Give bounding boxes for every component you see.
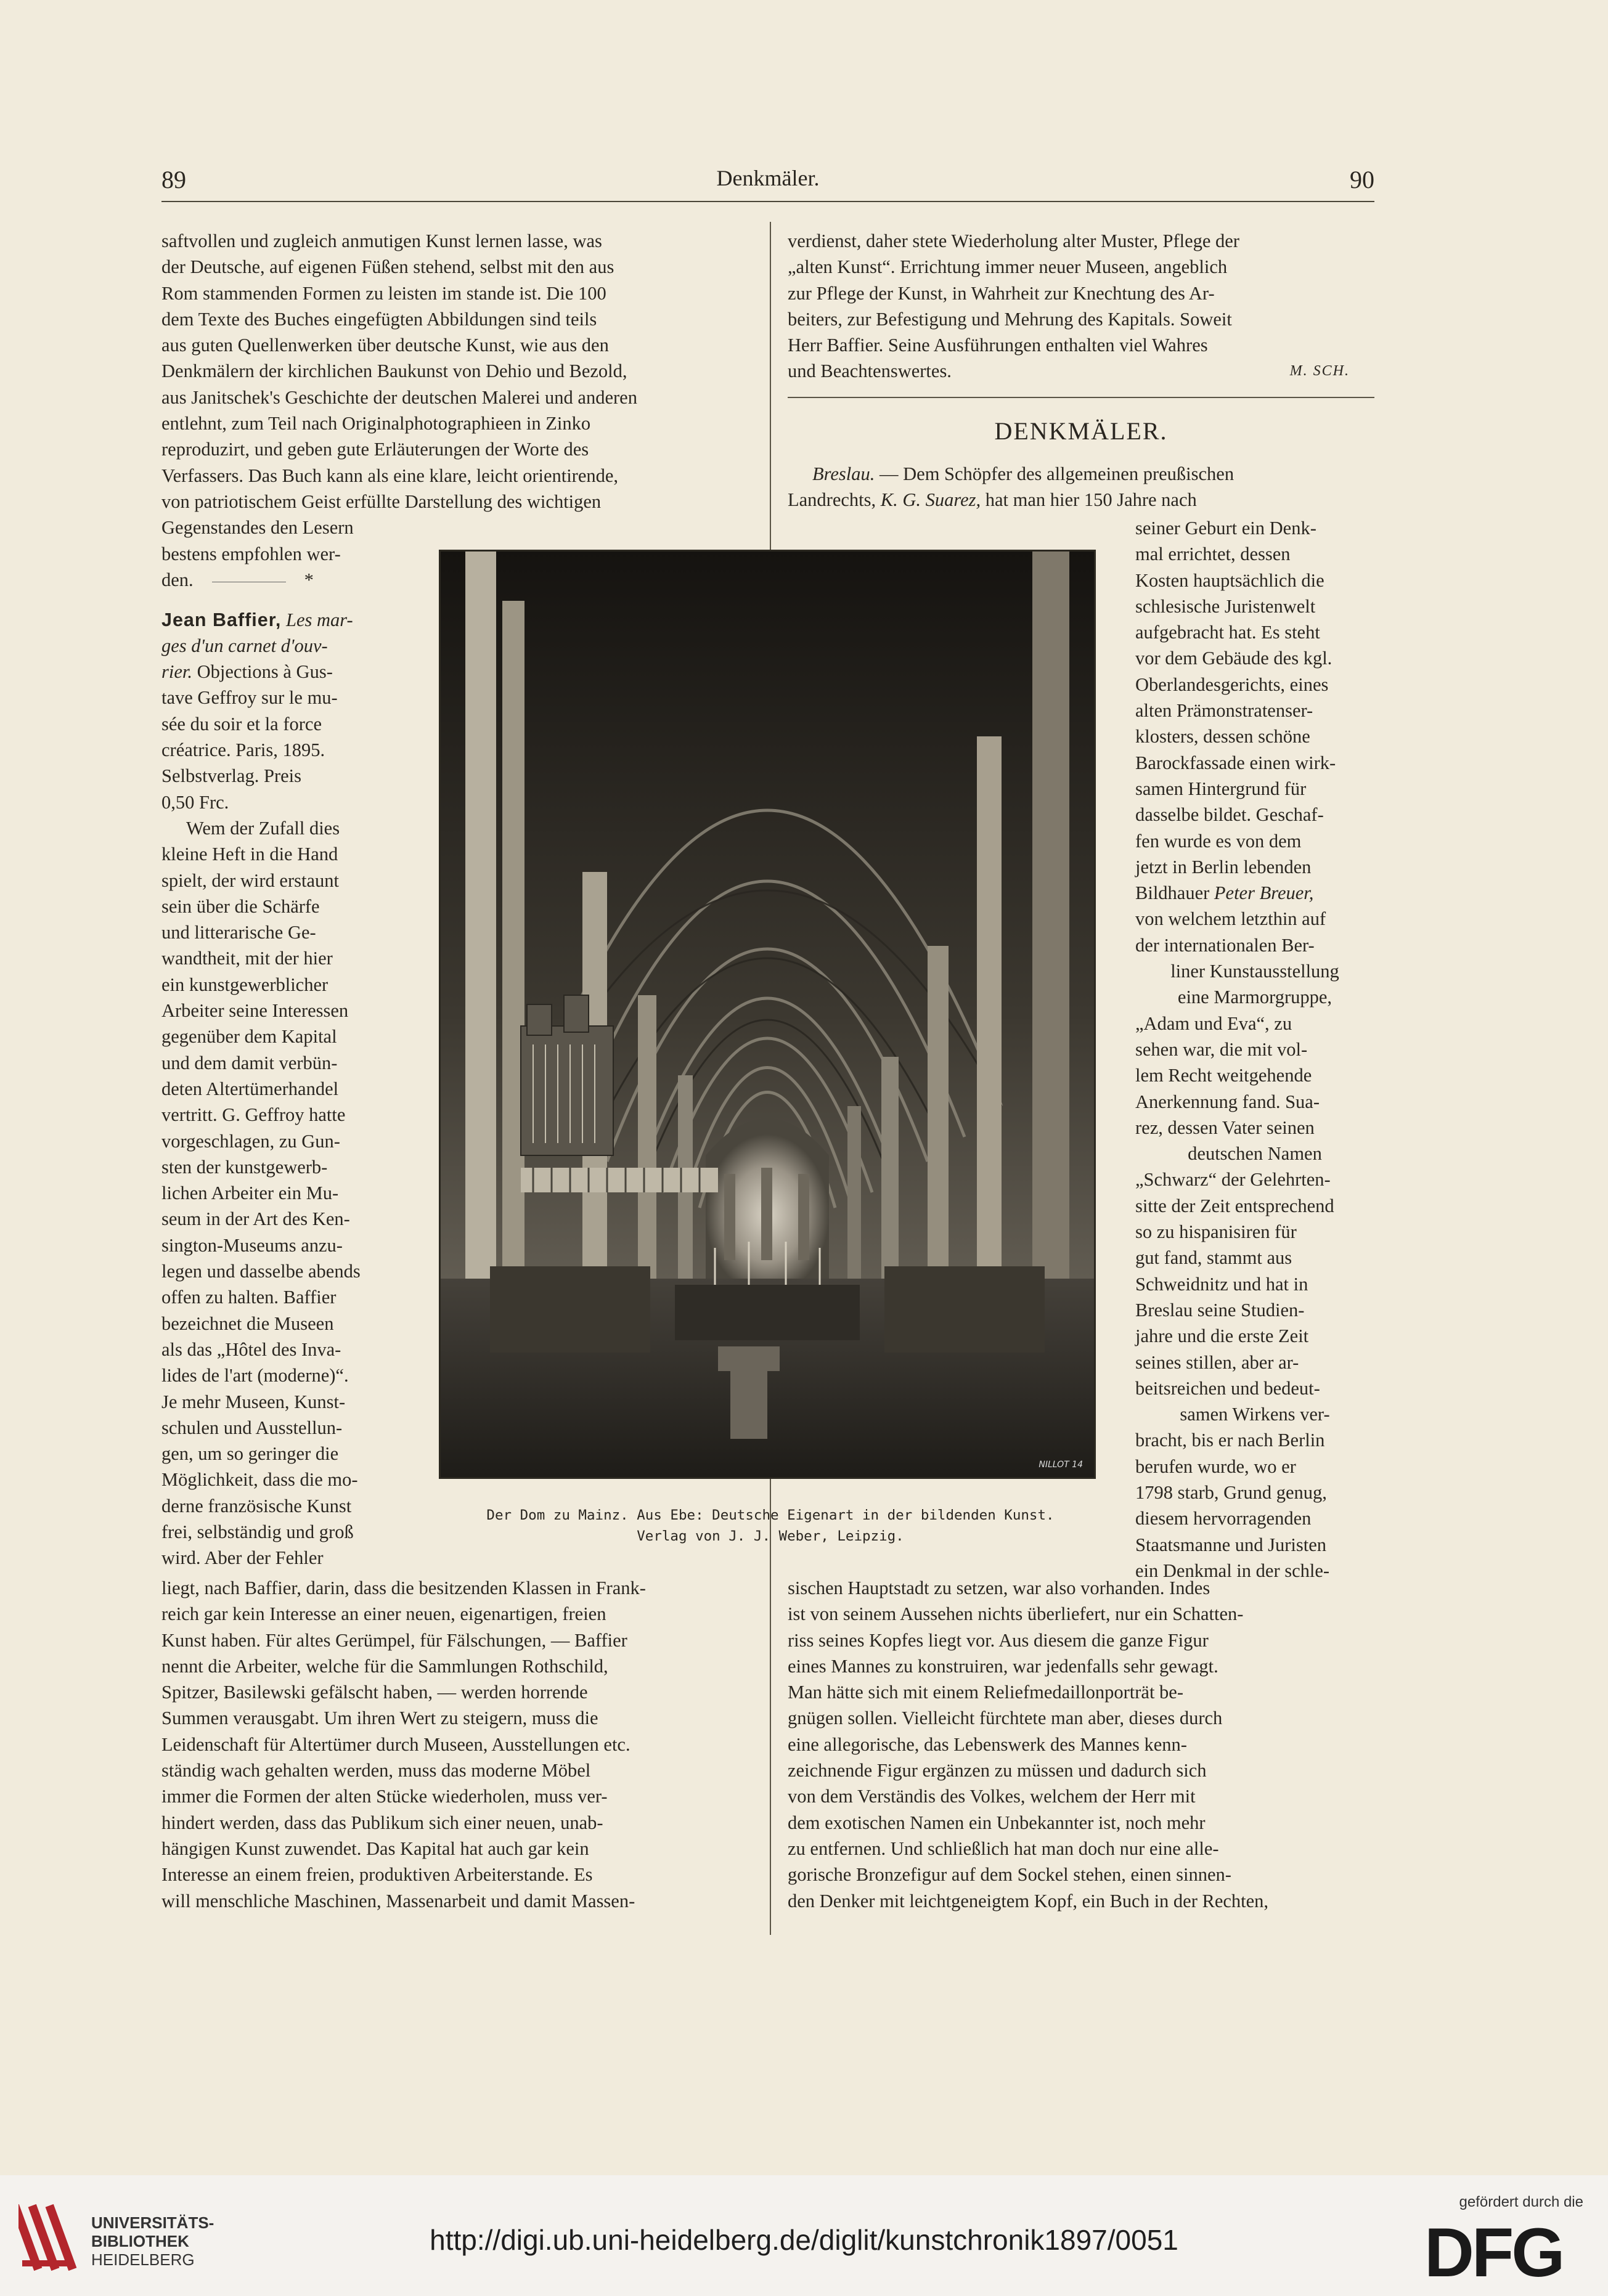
text-line: von dem Verständis des Volkes, welchem der Herr mit [788, 1786, 1196, 1807]
library-name-line: BIBLIOTHEK [91, 2232, 189, 2250]
text-line: diesem hervorragenden [1135, 1508, 1312, 1529]
text-line: offen zu halten. Baffier [161, 1287, 337, 1308]
text-line: liner Kunstausstellung [1170, 961, 1339, 982]
text-line: créatrice. Paris, 1895. [161, 739, 325, 761]
library-name-line: UNIVERSITÄTS- [91, 2213, 214, 2232]
text-line: Staatsmanne und Juristen [1135, 1534, 1327, 1555]
text-line: lem Recht weitgehende [1135, 1065, 1312, 1086]
section-rule [788, 397, 1374, 398]
text-line: sington-Museums anzu- [161, 1234, 343, 1256]
photo-signature: NILLOT 14 [1039, 1460, 1083, 1470]
text-line: saftvollen und zugleich anmutigen Kunst lernen lasse, was [161, 230, 602, 251]
text-line: will menschliche Maschinen, Massenarbeit und damit Massen- [161, 1890, 635, 1911]
permalink-url[interactable]: http://digi.ub.uni-heidelberg.de/diglit/kunstchronik1897/0051 [430, 2224, 1178, 2256]
text-line: Schweidnitz und hat in [1135, 1273, 1308, 1295]
text-line: „Adam und Eva“, zu [1135, 1012, 1292, 1034]
text-span: und Beachtenswertes. [788, 360, 952, 382]
text-line: Leidenschaft für Altertümer durch Museen, Ausstellungen etc. [161, 1733, 631, 1755]
denkmal-intro [788, 461, 1374, 513]
text-span: — Dem Schöpfer des allgemeinen preußischen [880, 463, 1235, 484]
text-line: sein über die Schärfe [161, 895, 320, 917]
text-line: 0,50 Frc. [161, 791, 229, 813]
text-line [788, 358, 1374, 384]
text-line: dem Texte des Buches eingefügten Abbildungen sind teils [161, 308, 597, 330]
digitization-footer [0, 2175, 1608, 2296]
sculptor-name: Peter Breuer, [1214, 882, 1314, 904]
text-span: hat man hier 150 Jahre nach [985, 489, 1197, 511]
text-line: Gegenstandes den Lesern [161, 517, 354, 539]
text-line: reich gar kein Interesse an einer neuen, eigenartigen, freien [161, 1603, 606, 1625]
text-line: berufen wurde, wo er [1135, 1455, 1296, 1477]
text-line: kleine Heft in die Hand [161, 844, 338, 865]
text-line: aufgebracht hat. Es steht [1135, 622, 1320, 643]
text-line [1135, 880, 1374, 906]
text-span: den. [161, 569, 194, 591]
figure-caption [431, 1505, 1109, 1547]
text-line: Barockfassade einen wirk- [1135, 752, 1336, 773]
text-line: nennt die Arbeiter, welche für die Sammlungen Rothschild, [161, 1655, 608, 1677]
text-line: Kunst haben. Für altes Gerümpel, für Fälschungen, — Baffier [161, 1629, 627, 1651]
text-line: Denkmälern der kirchlichen Baukunst von Dehio und Bezold, [161, 360, 627, 382]
text-line: seines stillen, aber ar- [1135, 1351, 1299, 1373]
text-span: Objections à Gus- [197, 661, 333, 683]
text-line: Anerkennung fand. Sua- [1135, 1091, 1320, 1112]
text-line [161, 659, 403, 685]
review-title: rier. [161, 661, 192, 683]
text-line: sischen Hauptstadt zu setzen, war also vorhanden. Indes [788, 1577, 1210, 1598]
caption-line: Der Dom zu Mainz. Aus Ebe: Deutsche Eigenart in der bildenden Kunst. [486, 1507, 1055, 1523]
text-line: eines Mannes zu konstruiren, war jedenfalls sehr gewagt. [788, 1655, 1218, 1677]
text-line: Selbstverlag. Preis [161, 765, 302, 787]
text-line: gnügen sollen. Vielleicht fürchtete man aber, dieses durch [788, 1708, 1223, 1729]
text-line: von welchem letzthin auf [1135, 908, 1326, 930]
text-line: deutschen Namen [1188, 1143, 1322, 1165]
funded-by-label: gefördert durch die [1459, 2194, 1583, 2210]
place-name: Breslau. [812, 463, 875, 484]
text-line: „Schwarz“ der Gelehrten- [1135, 1169, 1331, 1191]
text-line: als das „Hôtel des Inva- [161, 1338, 341, 1360]
text-line: Möglichkeit, dass die mo- [161, 1469, 358, 1491]
text-line: seiner Geburt ein Denk- [1135, 518, 1316, 539]
left-column-top [161, 228, 753, 541]
text-line: legen und dasselbe abends [161, 1261, 361, 1282]
text-line: liegt, nach Baffier, darin, dass die besitzenden Klassen in Frank- [161, 1577, 646, 1598]
text-line: wird. Aber der Fehler [161, 1547, 324, 1569]
text-line: Man hätte sich mit einem Reliefmedaillonporträt be- [788, 1682, 1183, 1703]
page-number-right: 90 [1350, 166, 1374, 193]
dfg-logo-icon [1424, 2218, 1585, 2282]
text-line: samen Hintergrund für [1135, 778, 1307, 799]
left-column-bottom [161, 1575, 753, 1914]
text-line: beiters, zur Befestigung und Mehrung des Kapitals. Soweit [788, 308, 1232, 330]
right-column-bottom [788, 1575, 1374, 1914]
text-line: so zu hispanisiren für [1135, 1221, 1297, 1243]
text-line: und litterarische Ge- [161, 922, 316, 943]
text-line: Herr Baffier. Seine Ausführungen enthalten viel Wahres [788, 335, 1208, 356]
page-number-left: 89 [161, 166, 186, 193]
text-line: lichen Arbeiter ein Mu- [161, 1183, 339, 1204]
review-author: Jean Baffier, [161, 609, 282, 630]
text-line: Arbeiter seine Interessen [161, 1000, 349, 1022]
text-line: dasselbe bildet. Geschaf- [1135, 804, 1324, 826]
text-line: jetzt in Berlin lebenden [1135, 856, 1312, 877]
text-line: spielt, der wird erstaunt [161, 869, 339, 891]
text-line: mal errichtet, dessen [1135, 543, 1291, 565]
text-line: deten Altertümerhandel [161, 1078, 339, 1099]
text-line: vorgeschlagen, zu Gun- [161, 1130, 340, 1152]
text-line: der Deutsche, auf eigenen Füßen stehend, selbst mit den aus [161, 256, 614, 278]
text-line: eine Marmorgruppe, [1177, 987, 1333, 1008]
left-column-narrow [161, 541, 403, 1571]
text-line: zur Pflege der Kunst, in Wahrheit zur Knechtung des Ar- [788, 282, 1215, 304]
text-line: verdienst, daher stete Wiederholung alter Muster, Pflege der [788, 230, 1239, 251]
text-line: gut fand, stammt aus [1135, 1247, 1292, 1269]
text-line [161, 607, 403, 633]
text-line: sehen war, die mit vol- [1135, 1038, 1308, 1060]
text-line: sée du soir et la force [161, 713, 322, 735]
cathedral-illustration [439, 550, 1096, 1479]
text-line: vor dem Gebäude des kgl. [1135, 648, 1333, 669]
text-line: ist von seinem Aussehen nichts überliefert, nur ein Schatten- [788, 1603, 1244, 1625]
review-signature: M. SCH. [1289, 363, 1350, 380]
text-line: eine allegorische, das Lebenswerk des Mannes kenn- [788, 1733, 1187, 1755]
text-line: ständig wach gehalten werden, muss das moderne Möbel [161, 1760, 591, 1781]
text-line: Interesse an einem freien, produktiven Arbeiterstande. Es [161, 1864, 593, 1886]
text-line: Summen verausgabt. Um ihren Wert zu steigern, muss die [161, 1708, 598, 1729]
text-line: Rom stammenden Formen zu leisten im stande ist. Die 100 [161, 282, 606, 304]
text-line: ges d'un carnet d'ouv- [161, 635, 328, 656]
text-line: hängigen Kunst zuwendet. Das Kapital hat auch gar kein [161, 1838, 589, 1859]
text-line: „alten Kunst“. Errichtung immer neuer Museen, angeblich [788, 256, 1228, 278]
text-line: sitte der Zeit entsprechend [1135, 1195, 1334, 1216]
text-line: derne französische Kunst [161, 1495, 352, 1516]
text-line: samen Wirkens ver- [1180, 1404, 1330, 1425]
text-line: riss seines Kopfes liegt vor. Aus diesem die ganze Figur [788, 1629, 1209, 1651]
text-line: schulen und Ausstellun- [161, 1417, 343, 1438]
text-line: der internationalen Ber- [1135, 934, 1315, 956]
text-line: immer die Formen der alten Stücke wiederholen, muss ver- [161, 1786, 608, 1807]
text-line: wandtheit, mit der hier [161, 948, 333, 969]
text-line: jahre und die erste Zeit [1135, 1325, 1309, 1347]
text-line [788, 487, 1374, 513]
page-header [161, 165, 1374, 200]
text-line: klosters, dessen schöne [1135, 726, 1310, 747]
text-line: bezeichnet die Museen [161, 1313, 334, 1334]
text-line: entlehnt, zum Teil nach Originalphotographieen in Zinko [161, 413, 591, 434]
text-line: lides de l'art (moderne)“. [161, 1365, 349, 1386]
review-end-mark: * [304, 569, 314, 591]
library-name-line: HEIDELBERG [91, 2250, 195, 2269]
text-line: zeichnende Figur ergänzen zu müssen und dadurch sich [788, 1760, 1207, 1781]
text-line: Verfassers. Das Buch kann als eine klare, leicht orientirende, [161, 465, 619, 486]
text-line: Je mehr Museen, Kunst- [161, 1391, 346, 1412]
text-line: frei, selbständig und groß [161, 1521, 354, 1542]
text-line [161, 567, 403, 593]
text-line: gegenüber dem Kapital [161, 1026, 337, 1048]
text-line: rez, dessen Vater seinen [1135, 1117, 1315, 1138]
text-line: Spitzer, Basilewski gefälscht haben, — werden horrende [161, 1682, 588, 1703]
text-line: Breslau seine Studien- [1135, 1299, 1305, 1321]
cathedral-nave-drawing [441, 552, 1094, 1477]
text-line: 1798 starb, Grund genug, [1135, 1481, 1327, 1503]
text-line: alten Prämonstratenser- [1135, 700, 1313, 722]
text-line: Kosten hauptsächlich die [1135, 569, 1324, 591]
review-title: Les mar- [286, 609, 353, 630]
text-line: gen, um so geringer die [161, 1443, 339, 1465]
text-line: fen wurde es von dem [1135, 830, 1302, 852]
right-column-top [788, 228, 1374, 385]
text-line: vertritt. G. Geffroy hatte [161, 1104, 346, 1126]
text-line: bestens empfohlen wer- [161, 543, 341, 564]
text-line: aus Janitschek's Geschichte der deutschen Malerei und anderen [161, 386, 637, 408]
person-name: K. G. Suarez, [880, 489, 981, 511]
text-line: Oberlandesgerichts, eines [1135, 674, 1329, 695]
text-line: tave Geffroy sur le mu- [161, 687, 338, 709]
running-title: Denkmäler. [716, 166, 820, 190]
text-line: von patriotischem Geist erfüllte Darstellung des wichtigen [161, 491, 602, 512]
text-line: ein kunstgewerblicher [161, 974, 329, 995]
text-line: gorische Bronzefigur auf dem Sockel stehen, einen sinnen- [788, 1864, 1231, 1886]
text-line: dem exotischen Namen ein Unbekannter ist, noch mehr [788, 1812, 1206, 1833]
text-line: den Denker mit leichtgeneigtem Kopf, ein Buch in der Rechten, [788, 1890, 1269, 1911]
text-line: hindert werden, dass das Publikum sich einer neuen, unab- [161, 1812, 603, 1833]
right-column-narrow [1135, 515, 1374, 1584]
section-title: DENKMÄLER. [994, 417, 1168, 445]
text-line: schlesische Juristenwelt [1135, 595, 1316, 617]
dfg-logo-text: DFG [1424, 2218, 1563, 2282]
text-line: Wem der Zufall dies [186, 817, 340, 839]
text-line: seum in der Art des Ken- [161, 1208, 350, 1230]
text-line: sten der kunstgewerb- [161, 1156, 328, 1178]
text-line: zu entfernen. Und schließlich hat man doch nur eine alle- [788, 1838, 1219, 1859]
text-span: Bildhauer [1135, 882, 1210, 904]
text-line [788, 461, 1374, 487]
caption-line: Verlag von J. J. Weber, Leipzig. [637, 1528, 904, 1544]
text-span: Landrechts, [788, 489, 876, 511]
text-line: reproduzirt, und geben gute Erläuterungen der Worte des [161, 439, 589, 460]
text-line: und dem damit verbün- [161, 1052, 338, 1073]
text-line: beitsreichen und bedeut- [1135, 1377, 1320, 1399]
text-line: aus guten Quellenwerken über deutsche Kunst, wie aus den [161, 335, 609, 356]
text-line: ein Denkmal in der schle- [1135, 1560, 1330, 1581]
header-rule [161, 201, 1374, 202]
text-line: bracht, bis er nach Berlin [1135, 1430, 1325, 1451]
